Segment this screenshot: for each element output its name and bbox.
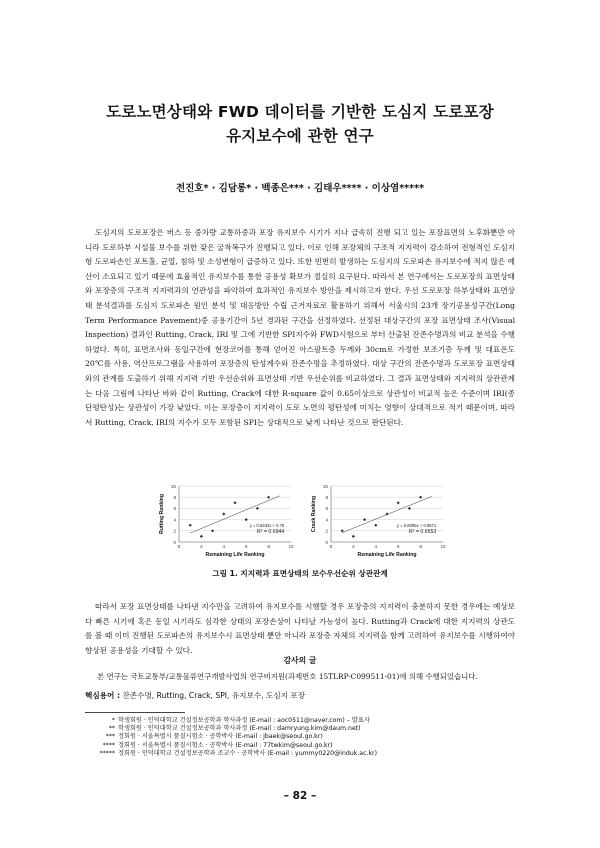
footnotes [85,717,525,758]
keywords [85,690,305,701]
data-point [352,535,355,538]
data-point [408,507,411,510]
footnote-rule [85,712,185,713]
x-tick-label: 4 [222,544,226,549]
r-squared-label: R² = 0.6944 [257,529,285,536]
x-tick-label: 10 [440,544,446,549]
data-point [419,496,422,499]
crack-ranking-chart [305,480,455,560]
data-point [222,512,225,515]
x-tick-label: 2 [352,544,355,549]
x-tick-label: 0 [329,544,333,549]
r-squared-label: R² = 0.6553 [409,529,437,536]
y-tick-label: 4 [325,517,328,523]
figure-caption: 그림 1. 지지력과 표면상태의 보수우선순위 상관관계 [212,569,388,578]
y-tick-label: 8 [325,495,328,500]
data-point [245,518,248,521]
footnote-1: * 학생회원 · 인덕대학교 건설정보공학과 학사과정 (E-mail : aoc0511@naver.com) – 발표자 [111,717,370,724]
acknowledgement-text: 본 연구는 국토교통부/교통물류연구개발사업의 연구비지원(과제번호 15TLRP-C099511-01)에 의해 수행되었습니다. [97,672,478,681]
footnote-3: *** 정회원 · 서울특별시 품질시험소 · 공학박사 (E-mail : jbaek@seoul.go.kr) [105,733,323,741]
y-tick-label: 0 [173,539,176,545]
y-axis-label: Rutting Ranking [159,493,165,535]
data-point [200,535,203,538]
data-point [189,524,192,527]
x-tick-label: 10 [288,544,294,549]
page-number: – 82 – [283,790,317,802]
footnote-4: **** 정회원 · 서울특별시 품질시험소 · 공학박사 (E-mail : 77twkim@seoul.go.kr) [102,741,333,749]
author-list: 전진호* · 김담롱* · 백종은*** · 김태우**** · 이상염***** [175,183,425,194]
y-tick-label: 2 [173,528,176,534]
y-tick-label: 0 [325,539,328,545]
x-tick-label: 6 [244,544,248,549]
conclusion-paragraph: 따라서 포장 표면상태를 나타낸 지수만을 고려하여 유지보수를 시행할 경우 포장층의 지지력이 충분하지 못한 경우에는 예상보다 빠른 시기에 혹은 동일 시기라도 심각한 상태의 포장손상이 나타날 가능성이 높다. Rutting과 Crack에 대한 지지력의 상관도를 볼 때 이미 진행된 도로파손의 유지보수시 표면상태 뿐만 아니라 포장층 자체의 지지력을 함께 고려하여 유지보수를 시행하여야 향상된 공용성을 기대할 수 있다. [85,602,515,655]
data-point [374,524,377,527]
data-point [211,529,214,532]
paper-title-line1: 도로노면상태와 FWD 데이터를 기반한 도심지 도로포장 [106,103,494,121]
keywords-label: 핵심용어 : [85,691,121,700]
x-tick-label: 4 [374,544,378,549]
y-tick-label: 8 [173,495,176,500]
y-tick-label: 6 [173,506,176,512]
data-point [233,501,236,504]
y-tick-label: 4 [173,517,176,523]
y-tick-label: 2 [325,528,328,534]
x-tick-label: 6 [396,544,400,549]
x-tick-label: 2 [200,544,203,549]
x-axis-label: Remaining Life Ranking [357,552,417,558]
acknowledgement-title: 감사의 글 [283,656,317,665]
paper-title-line2: 유지보수에 관한 연구 [226,127,374,145]
data-point [397,501,400,504]
x-tick-label: 8 [419,544,422,549]
footnote-5: ***** 정회원 · 인덕대학교 건설정보공학과 조교수 · 공학박사 (E-mail : yummy0220@induk.ac.kr) [99,749,378,757]
x-tick-label: 0 [177,544,181,549]
trendline-equation: y = 0.8095x + 0.8571 [396,522,437,528]
x-tick-label: 8 [267,544,270,549]
y-tick-label: 10 [322,483,328,489]
rutting-ranking-chart [153,480,303,560]
y-tick-label: 6 [325,506,328,512]
data-point [267,496,270,499]
abstract-text: 도심지의 도로포장은 버스 등 중차량 교통하중과 포장 유지보수 시기가 지나 급속히 진행 되고 있는 포장표면의 노후화뿐만 아니라 도로하부 시설물 보수를 위한 잦은 굴착복구가 진행되고 있다. 이로 인해 포장체의 구조적 지지력이 감소하여 전형적인 도심지형 도로파손인 포트홀, 균열, 침하 및 소성변형이 급증하고 있다. 또한 빈번히 발생하는 도심지의 도로파손 유지보수에 적지 않은 예산이 소요되고 있기 때문에 효율적인 유지보수를 통한 공용성 확보가 절실히 요구된다. 따라서 본 연구에서는 도로포장의 표면상태와 포장층의 구조적 지지력과의 연관성을 파악하여 효과적인 유지보수 방안을 제시하고자 한다. 우선 도로포장 하부상태와 표면상태 분석결과를 도심지 도로파손 원인 분석 및 대응방안 수립 근거자료로 활용하기 위해서 서울시의 23개 장기공용성구간(Long Term Performance Pavement)중 공용기간이 5년 경과된 구간을 선정하였다. 선정된 대상구간의 포장 표면상태 조사(Visual Inspection) 결과인 Rutting, Crack, IRI 및 그에 기반한 SPI지수와 FWD시험으로 부터 산출된 잔존수명과의 비교 분석을 수행하였다. 특히, 표면조사와 동일구간에 현장코어를 통해 얻어진 아스팔트층 두께와 30cm로 가정한 보조기층 두께 및 대표온도 20℃를 사용, 역산프로그램을 사용하여 포장층의 탄성계수와 잔존수명을 추정하였다. 대상 구간의 잔존수명과 도로포장 표면상태와의 관계를 도출하기 위해 지지력 기반 우선순위와 표면상태 기반 우선순위를 비교하였다. 그 결과 표면상태와 지지력의 상관관계는 다음 그림에 나타난 바와 같이 Rutting, Crack에 대한 R-square 값이 0.65이상으로 상관성이 비교적 높은 수준이며 IRI(종단평탄성)는 상관성이 가장 낮았다. 이는 포장층이 지지력이 도로 노면의 평탄성에 미치는 영향이 상대적으로 적기 때문이며, 따라서 Rutting, Crack, IRI의 지수가 모두 포함된 SPI는 상대적으로 낮게 나타난 것으로 판단된다. [85,228,515,427]
trendline-equation: y = 0.8333x + 0.75 [249,522,285,528]
x-axis-label: Remaining Life Ranking [205,552,265,558]
data-point [256,507,259,510]
y-axis-label: Crack Ranking [311,495,317,533]
y-tick-label: 10 [170,483,176,489]
footnote-2: ** 학생회원 · 인덕대학교 건설정보공학과 학사과정 (E-mail : damryung.kim@daum.net) [108,725,361,733]
keywords-list: 잔존수명, Rutting, Crack, SPI, 유지보수, 도심지 포장 [122,691,306,700]
data-point [341,529,344,532]
data-point [363,518,366,521]
